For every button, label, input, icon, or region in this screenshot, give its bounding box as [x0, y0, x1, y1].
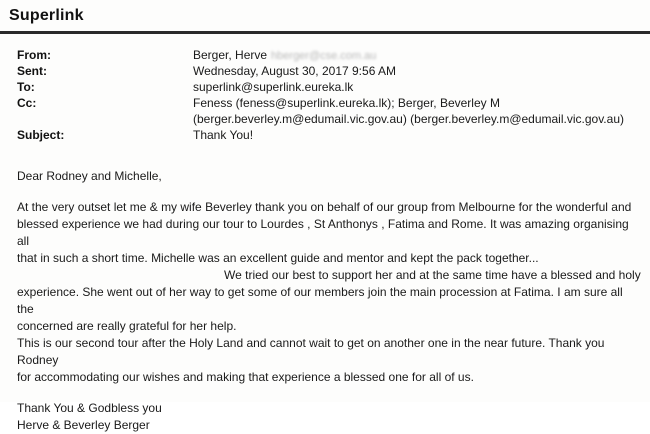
- greeting: Dear Rodney and Michelle,: [17, 169, 162, 183]
- email-header: [17, 47, 637, 143]
- cc-label: Cc:: [17, 96, 37, 110]
- sent-label: Sent:: [17, 64, 47, 78]
- cc-row-continued: [17, 111, 637, 127]
- to-label: To:: [17, 80, 35, 94]
- cc-value-line2: (berger.beverley.m@edumail.vic.gov.au) (berger.beverley.m@edumail.vic.gov.au): [193, 112, 624, 126]
- signature: Herve & Beverley Berger: [17, 418, 150, 432]
- body-line: experience. She went out of her way to get some of our members join the main procession at Fatima. I am sure all the: [17, 285, 623, 316]
- email-body: [17, 168, 642, 434]
- from-email-redacted: hberger@cse.com.au: [271, 50, 377, 62]
- subject-label: Subject:: [17, 128, 65, 142]
- closing-line: Thank You & Godbless you: [17, 401, 162, 415]
- cc-row: [17, 95, 637, 111]
- body-line: We tried our best to support her and at the same time have a blessed and holy: [224, 268, 641, 282]
- body-line: that in such a short time. Michelle was an excellent guide and mentor and kept the pack together...: [17, 251, 539, 265]
- subject-value: Thank You!: [193, 128, 254, 142]
- from-name: Berger, Herve: [193, 48, 268, 62]
- to-row: [17, 79, 637, 95]
- body-line: for accommodating our wishes and making that experience a blessed one for all of us.: [17, 370, 474, 384]
- from-value: [193, 47, 376, 64]
- subject-row: [17, 127, 637, 143]
- body-line: concerned are really grateful for her help.: [17, 319, 237, 333]
- body-line: blessed experience we had during our tour to Lourdes , St Anthonys , Fatima and Rome. It was amazing organising all: [17, 217, 629, 248]
- from-label: From:: [17, 48, 51, 62]
- from-row: [17, 47, 637, 63]
- body-line: This is our second tour after the Holy Land and cannot wait to get on another one in the near future. Thank you Rodney: [17, 336, 605, 367]
- to-value: superlink@superlink.eureka.lk: [193, 80, 354, 94]
- title-divider: [0, 31, 650, 34]
- sent-value: Wednesday, August 30, 2017 9:56 AM: [193, 64, 397, 78]
- app-title: Superlink: [9, 7, 84, 24]
- cc-value-line1: Feness (feness@superlink.eureka.lk); Berger, Beverley M: [193, 96, 500, 110]
- body-line: At the very outset let me & my wife Beverley thank you on behalf of our group from Melbourne for the wonderful and: [17, 200, 632, 214]
- sent-row: [17, 63, 637, 79]
